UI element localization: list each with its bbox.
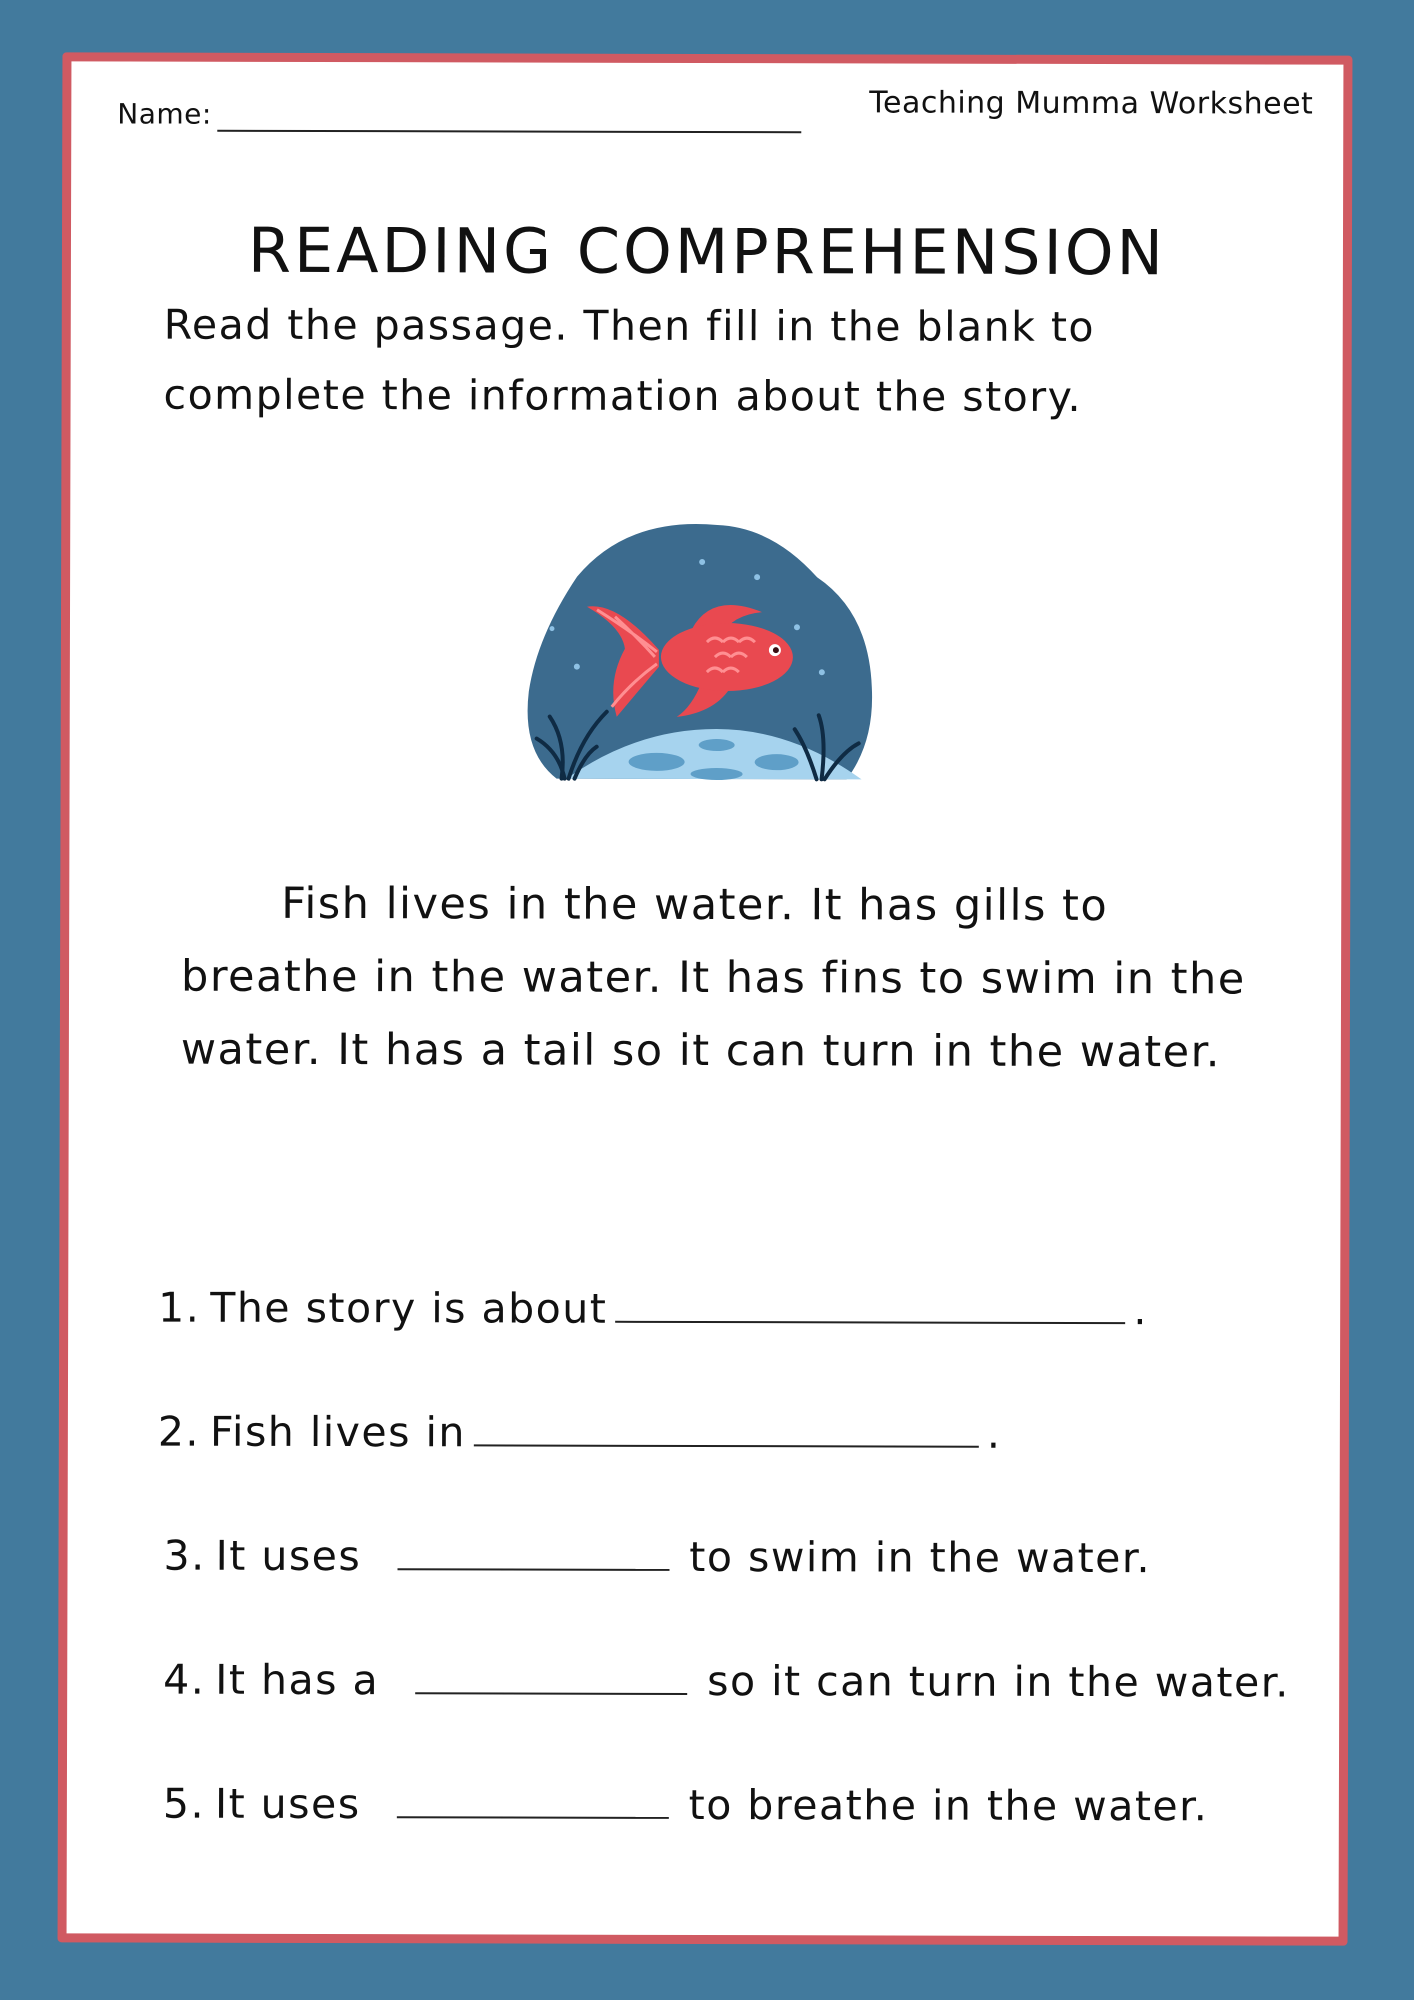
answer-blank[interactable] <box>615 1311 1125 1324</box>
question-text-end: so it can turn in the water. <box>707 1657 1290 1707</box>
goldfish-icon <box>527 524 872 781</box>
question-number: 5. <box>162 1779 206 1828</box>
question-text-end: to breathe in the water. <box>688 1780 1209 1831</box>
question-text: The story is about <box>210 1283 608 1333</box>
question-number: 1. <box>158 1283 201 1332</box>
question-number: 3. <box>163 1531 206 1580</box>
question-text: It uses <box>215 1531 362 1581</box>
question-text-end: to swim in the water. <box>689 1532 1152 1583</box>
name-blank[interactable] <box>217 130 801 134</box>
ground-spot <box>629 753 685 771</box>
goldfish-illustration <box>516 517 917 818</box>
answer-blank[interactable] <box>397 1558 669 1571</box>
name-label: Name: <box>117 97 212 131</box>
question-number: 4. <box>163 1655 206 1704</box>
story-passage: Fish lives in the water. It has gills to breathe in the water. It has fins to swim in the water. It has a tail so it can turn in the water. <box>180 878 1246 1078</box>
question-number: 2. <box>157 1407 201 1456</box>
question-4 <box>163 1656 1290 1707</box>
question-3 <box>163 1532 1151 1583</box>
page-title: READING COMPREHENSION <box>247 213 1167 289</box>
answer-blank[interactable] <box>415 1682 687 1695</box>
question-1 <box>158 1284 1148 1335</box>
answer-blank[interactable] <box>397 1806 669 1819</box>
ground-spot <box>755 754 799 770</box>
question-text-end: . <box>1133 1286 1148 1335</box>
answer-blank[interactable] <box>474 1434 979 1447</box>
question-5 <box>163 1780 1209 1831</box>
brand-label: Teaching Mumma Worksheet <box>869 85 1314 122</box>
question-text: It has a <box>215 1655 380 1705</box>
question-2 <box>158 1408 1002 1458</box>
worksheet-page <box>58 52 1353 1945</box>
question-text-end: . <box>986 1409 1002 1458</box>
ground-spot <box>699 739 735 751</box>
fish-body <box>661 623 793 691</box>
instructions-text: Read the passage. Then fill in the blank to complete the information about the story. <box>163 300 1096 421</box>
question-text: It uses <box>214 1779 361 1829</box>
question-text: Fish lives in <box>209 1407 466 1457</box>
